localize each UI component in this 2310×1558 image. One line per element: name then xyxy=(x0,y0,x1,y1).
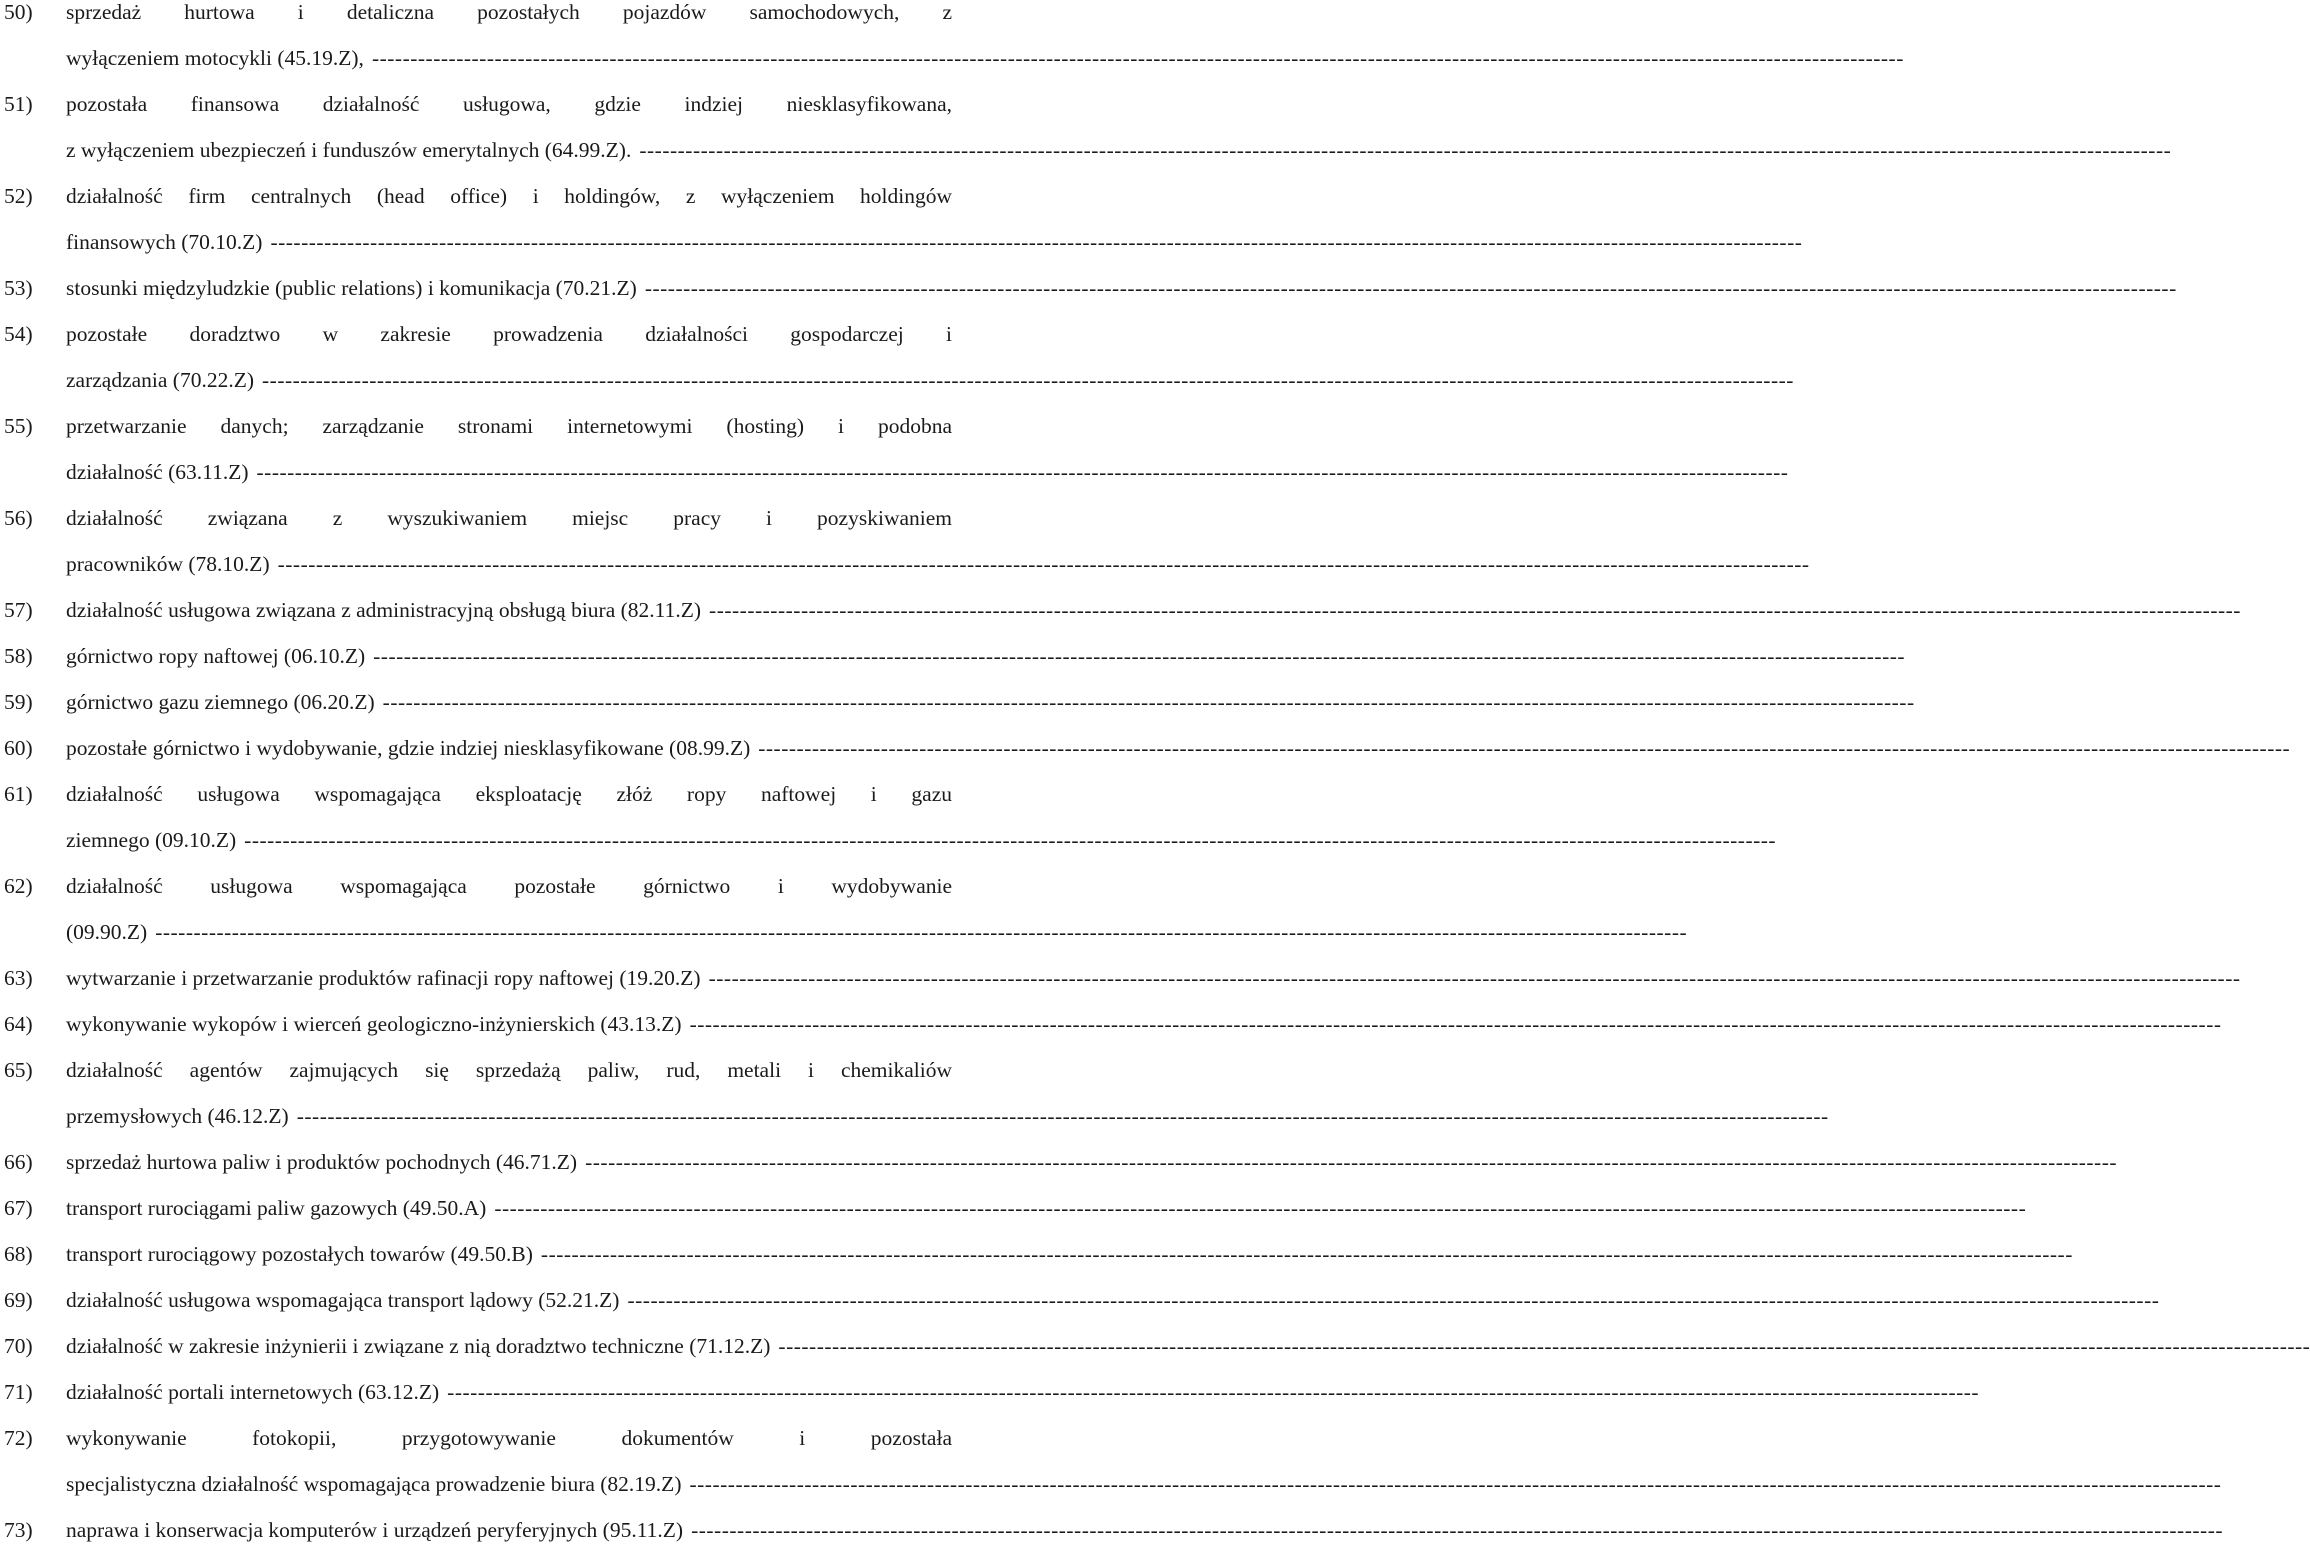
list-item xyxy=(0,265,2177,311)
item-text xyxy=(66,1231,2073,1277)
item-text-last-line: górnictwo gazu ziemnego (06.20.Z) xyxy=(66,690,375,714)
item-text-last-line: działalność portali internetowych (63.12.Z) xyxy=(66,1380,440,1404)
item-text-last-line: działalność usługowa wspomagająca transport lądowy (52.21.Z) xyxy=(66,1288,620,1312)
list-item xyxy=(0,1415,2222,1507)
dash-leader: -------------------------------------------------------------------------------------------------------------------------------------------------------------------------------------------------------- xyxy=(708,966,2241,990)
item-text-last-line: wykonywanie wykopów i wierceń geologiczno-inżynierskich (43.13.Z) xyxy=(66,1012,682,1036)
item-text-line xyxy=(66,449,1789,495)
item-text-line xyxy=(66,357,1794,403)
list-item xyxy=(0,725,2291,771)
list-item xyxy=(0,955,2241,1001)
dash-leader: -------------------------------------------------------------------------------------------------------------------------------------------------------------------------------------------------------- xyxy=(296,1104,1829,1128)
item-text xyxy=(66,311,1794,403)
dash-leader: -------------------------------------------------------------------------------------------------------------------------------------------------------------------------------------------------------- xyxy=(644,276,2177,300)
dash-leader: -------------------------------------------------------------------------------------------------------------------------------------------------------------------------------------------------------- xyxy=(244,828,1777,852)
item-number: 57) xyxy=(4,598,33,622)
item-text-last-line: sprzedaż hurtowa paliw i produktów pochodnych (46.71.Z) xyxy=(66,1150,578,1174)
item-text xyxy=(66,173,1803,265)
dash-leader: -------------------------------------------------------------------------------------------------------------------------------------------------------------------------------------------------------- xyxy=(691,1518,2224,1542)
item-number: 71) xyxy=(4,1380,33,1404)
item-text xyxy=(66,1277,2160,1323)
item-number: 65) xyxy=(4,1058,33,1082)
item-text xyxy=(66,771,1777,863)
dash-leader: -------------------------------------------------------------------------------------------------------------------------------------------------------------------------------------------------------- xyxy=(262,368,1794,392)
dash-leader: -------------------------------------------------------------------------------------------------------------------------------------------------------------------------------------------------------- xyxy=(689,1472,2222,1496)
item-text-line xyxy=(66,679,1915,725)
item-text xyxy=(66,1001,2222,1047)
item-text-last-line: pozostałe górnictwo i wydobywanie, gdzie indziej niesklasyfikowane (08.99.Z) xyxy=(66,736,751,760)
list-item xyxy=(0,863,1688,955)
item-text-last-line: stosunki międzyludzkie (public relations) i komunikacja (70.21.Z) xyxy=(66,276,637,300)
item-text-line: działalność firm centralnych (head office) i holdingów, z wyłączeniem holdingów xyxy=(66,184,952,208)
dash-leader: -------------------------------------------------------------------------------------------------------------------------------------------------------------------------------------------------------- xyxy=(371,46,1904,70)
item-number: 61) xyxy=(4,782,33,806)
item-text-last-line: z wyłączeniem ubezpieczeń i funduszów emerytalnych (64.99.Z). xyxy=(66,138,632,162)
item-number: 64) xyxy=(4,1012,33,1036)
item-text-line: wykonywanie fotokopii, przygotowywanie dokumentów i pozostała xyxy=(66,1426,952,1450)
item-text-last-line: naprawa i konserwacja komputerów i urządzeń peryferyjnych (95.11.Z) xyxy=(66,1518,684,1542)
item-text xyxy=(66,1323,2310,1369)
list-item xyxy=(0,1185,2027,1231)
list-item xyxy=(0,1507,2224,1553)
dash-leader: -------------------------------------------------------------------------------------------------------------------------------------------------------------------------------------------------------- xyxy=(627,1288,2160,1312)
item-text-line xyxy=(66,1231,2073,1277)
item-number: 60) xyxy=(4,736,33,760)
item-text-line xyxy=(66,35,1904,81)
item-number: 70) xyxy=(4,1334,33,1358)
dash-leader: -------------------------------------------------------------------------------------------------------------------------------------------------------------------------------------------------------- xyxy=(447,1380,1980,1404)
item-text-last-line: (09.90.Z) xyxy=(66,920,148,944)
item-text-line: działalność związana z wyszukiwaniem miejsc pracy i pozyskiwaniem xyxy=(66,506,952,530)
item-text-last-line: transport rurociągowy pozostałych towarów (49.50.B) xyxy=(66,1242,533,1266)
item-text-line xyxy=(66,1369,1980,1415)
item-text-line xyxy=(66,909,1688,955)
list-item xyxy=(0,0,1904,81)
item-text-line: działalność usługowa wspomagająca pozostałe górnictwo i wydobywanie xyxy=(66,874,952,898)
list-item xyxy=(0,1369,1980,1415)
item-text-line xyxy=(66,633,1906,679)
dash-leader: -------------------------------------------------------------------------------------------------------------------------------------------------------------------------------------------------------- xyxy=(382,690,1915,714)
list-item xyxy=(0,633,1906,679)
item-text-line xyxy=(66,587,2241,633)
list-item xyxy=(0,1323,2310,1369)
list-item xyxy=(0,495,1810,587)
item-text xyxy=(66,0,1904,81)
list-item xyxy=(0,771,1777,863)
item-number: 51) xyxy=(4,92,33,116)
item-text-line: przetwarzanie danych; zarządzanie stronami internetowymi (hosting) i podobna xyxy=(66,414,952,438)
item-text-line: działalność usługowa wspomagająca eksploatację złóż ropy naftowej i gazu xyxy=(66,782,952,806)
item-number: 55) xyxy=(4,414,33,438)
item-text xyxy=(66,725,2291,771)
item-number: 58) xyxy=(4,644,33,668)
item-number: 68) xyxy=(4,1242,33,1266)
item-text xyxy=(66,863,1688,955)
list-item xyxy=(0,311,1794,403)
dash-leader: -------------------------------------------------------------------------------------------------------------------------------------------------------------------------------------------------------- xyxy=(689,1012,2222,1036)
item-text xyxy=(66,1369,1980,1415)
item-text-last-line: przemysłowych (46.12.Z) xyxy=(66,1104,289,1128)
item-text-line xyxy=(66,725,2291,771)
dash-leader: -------------------------------------------------------------------------------------------------------------------------------------------------------------------------------------------------------- xyxy=(778,1334,2310,1358)
list-item xyxy=(0,403,1789,495)
list-item xyxy=(0,587,2241,633)
item-number: 72) xyxy=(4,1426,33,1450)
item-text-line xyxy=(66,127,2172,173)
dash-leader: -------------------------------------------------------------------------------------------------------------------------------------------------------------------------------------------------------- xyxy=(494,1196,2027,1220)
item-text xyxy=(66,955,2241,1001)
list-item xyxy=(0,1277,2160,1323)
item-number: 62) xyxy=(4,874,33,898)
item-text-line: pozostała finansowa działalność usługowa, gdzie indziej niesklasyfikowana, xyxy=(66,92,952,116)
item-text-last-line: pracowników (78.10.Z) xyxy=(66,552,270,576)
item-text-line xyxy=(66,541,1810,587)
dash-leader: -------------------------------------------------------------------------------------------------------------------------------------------------------------------------------------------------------- xyxy=(256,460,1789,484)
list-item xyxy=(0,81,2172,173)
item-number: 73) xyxy=(4,1518,33,1542)
item-text-last-line: finansowych (70.10.Z) xyxy=(66,230,263,254)
item-text xyxy=(66,633,1906,679)
item-text-line xyxy=(66,1139,2118,1185)
item-text-last-line: ziemnego (09.10.Z) xyxy=(66,828,237,852)
dash-leader: -------------------------------------------------------------------------------------------------------------------------------------------------------------------------------------------------------- xyxy=(155,920,1688,944)
item-text-last-line: specjalistyczna działalność wspomagająca prowadzenie biura (82.19.Z) xyxy=(66,1472,682,1496)
item-text-last-line: zarządzania (70.22.Z) xyxy=(66,368,255,392)
dash-leader: -------------------------------------------------------------------------------------------------------------------------------------------------------------------------------------------------------- xyxy=(373,644,1906,668)
item-text-line xyxy=(66,1507,2224,1553)
item-text-line xyxy=(66,1461,2222,1507)
item-text xyxy=(66,265,2177,311)
item-number: 67) xyxy=(4,1196,33,1220)
item-number: 53) xyxy=(4,276,33,300)
dash-leader: -------------------------------------------------------------------------------------------------------------------------------------------------------------------------------------------------------- xyxy=(585,1150,2118,1174)
dash-leader: -------------------------------------------------------------------------------------------------------------------------------------------------------------------------------------------------------- xyxy=(639,138,2172,162)
item-text-last-line: górnictwo ropy naftowej (06.10.Z) xyxy=(66,644,366,668)
item-number: 52) xyxy=(4,184,33,208)
list-item xyxy=(0,1231,2073,1277)
item-text-line: pozostałe doradztwo w zakresie prowadzenia działalności gospodarczej i xyxy=(66,322,952,346)
item-text xyxy=(66,81,2172,173)
list-item xyxy=(0,1139,2118,1185)
item-text-last-line: wytwarzanie i przetwarzanie produktów rafinacji ropy naftowej (19.20.Z) xyxy=(66,966,701,990)
list-item xyxy=(0,679,1915,725)
item-text-line xyxy=(66,219,1803,265)
item-number: 59) xyxy=(4,690,33,714)
item-text xyxy=(66,679,1915,725)
item-number: 54) xyxy=(4,322,33,346)
dash-leader: -------------------------------------------------------------------------------------------------------------------------------------------------------------------------------------------------------- xyxy=(709,598,2241,622)
item-text-line xyxy=(66,1001,2222,1047)
item-text xyxy=(66,1139,2118,1185)
item-text xyxy=(66,1185,2027,1231)
item-number: 56) xyxy=(4,506,33,530)
item-text-line xyxy=(66,1093,1829,1139)
dash-leader: -------------------------------------------------------------------------------------------------------------------------------------------------------------------------------------------------------- xyxy=(758,736,2291,760)
item-text-line xyxy=(66,1323,2310,1369)
item-text xyxy=(66,403,1789,495)
dash-leader: -------------------------------------------------------------------------------------------------------------------------------------------------------------------------------------------------------- xyxy=(540,1242,2073,1266)
item-text-last-line: transport rurociągami paliw gazowych (49.50.A) xyxy=(66,1196,487,1220)
list-item xyxy=(0,173,1803,265)
item-text xyxy=(66,1415,2222,1507)
item-text-last-line: działalność (63.11.Z) xyxy=(66,460,249,484)
dash-leader: -------------------------------------------------------------------------------------------------------------------------------------------------------------------------------------------------------- xyxy=(270,230,1803,254)
item-text-last-line: wyłączeniem motocykli (45.19.Z), xyxy=(66,46,364,70)
item-text-line: sprzedaż hurtowa i detaliczna pozostałych pojazdów samochodowych, z xyxy=(66,0,952,24)
item-text-line xyxy=(66,817,1777,863)
item-text-line xyxy=(66,265,2177,311)
item-text xyxy=(66,1047,1829,1139)
item-text-line xyxy=(66,955,2241,1001)
item-text-last-line: działalność w zakresie inżynierii i związane z nią doradztwo techniczne (71.12.Z) xyxy=(66,1334,771,1358)
item-number: 69) xyxy=(4,1288,33,1312)
item-number: 63) xyxy=(4,966,33,990)
item-number: 50) xyxy=(4,0,33,24)
item-text xyxy=(66,1507,2224,1553)
item-text-line xyxy=(66,1185,2027,1231)
item-text xyxy=(66,495,1810,587)
list-item xyxy=(0,1001,2222,1047)
dash-leader: -------------------------------------------------------------------------------------------------------------------------------------------------------------------------------------------------------- xyxy=(277,552,1810,576)
item-text-last-line: działalność usługowa związana z administracyjną obsługą biura (82.11.Z) xyxy=(66,598,702,622)
item-number: 66) xyxy=(4,1150,33,1174)
list-item xyxy=(0,1047,1829,1139)
item-text xyxy=(66,587,2241,633)
item-text-line: działalność agentów zajmujących się sprzedażą paliw, rud, metali i chemikaliów xyxy=(66,1058,952,1082)
item-text-line xyxy=(66,1277,2160,1323)
